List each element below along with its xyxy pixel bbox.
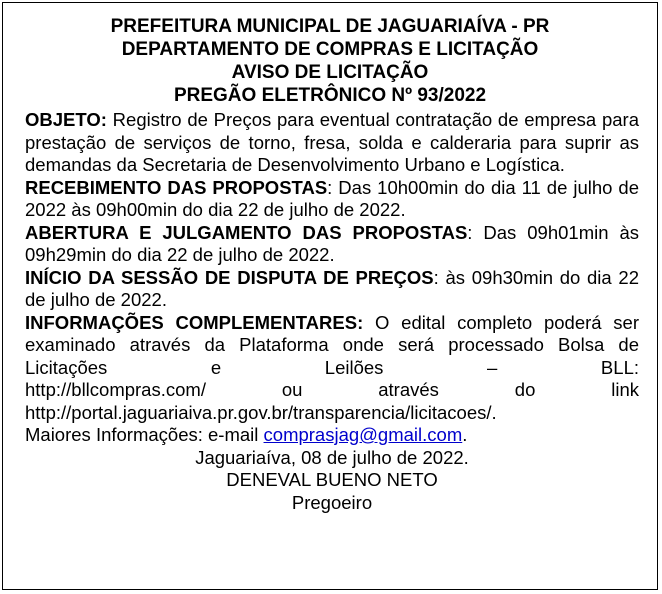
inicio-text: : às 09h30min do dia 22 de julho de 2022.: [25, 266, 639, 310]
abertura-paragraph: [25, 222, 639, 267]
recebimento-label: RECEBIMENTO DAS PROPOSTAS: [25, 176, 328, 198]
word-atraves: através: [378, 379, 439, 400]
objeto-paragraph: [25, 109, 639, 177]
abertura-text: : Das 09h01min às 09h29min do dia 22 de julho de 2022.: [25, 221, 639, 265]
notice-body: [25, 109, 639, 514]
informacoes-label: INFORMAÇÕES COMPLEMENTARES:: [25, 311, 364, 333]
header-pregao: PREGÃO ELETRÔNICO Nº 93/2022: [173, 85, 487, 106]
recebimento-text: : Das 10h00min do dia 11 de julho de 2022 às 09h00min do dia 22 de julho de 2022.: [25, 176, 639, 220]
licitacao-notice: [2, 2, 658, 590]
place-date: Jaguariaíva, 08 de julho de 2022.: [195, 446, 469, 468]
email-link[interactable]: comprasjag@gmail.com: [263, 424, 463, 445]
signatory-name: DENEVAL BUENO NETO: [226, 469, 438, 490]
contato-paragraph: [25, 424, 639, 447]
contato-suffix: .: [462, 424, 468, 445]
signatory-role: Pregoeiro: [291, 491, 373, 513]
header-aviso: AVISO DE LICITAÇÃO: [231, 62, 429, 83]
word-link: link: [611, 379, 639, 400]
inicio-paragraph: [25, 267, 639, 312]
objeto-text: Registro de Preços para eventual contratação de empresa para prestação de serviços de torno, fresa, solda e calderaria para suprir as demandas da Secretaria de Desenvolvimento Urbano e Logística.: [25, 109, 640, 175]
informacoes-paragraph: [25, 312, 639, 380]
header-departamento: DEPARTAMENTO DE COMPRAS E LICITAÇÃO: [121, 39, 539, 60]
objeto-label: OBJETO:: [25, 109, 107, 130]
contato-prefix: Maiores Informações: e-mail: [25, 424, 264, 445]
abertura-label: ABERTURA E JULGAMENTO DAS PROPOSTAS: [25, 221, 468, 243]
header-prefeitura: PREFEITURA MUNICIPAL DE JAGUARIAÍVA - PR: [110, 16, 550, 37]
informacoes-text: O edital completo poderá ser examinado através da Plataforma onde será processado Bolsa de Licitações e Leilões – BLL:: [25, 311, 640, 378]
inicio-label: INÍCIO DA SESSÃO DE DISPUTA DE PREÇOS: [25, 266, 434, 288]
portal-url: http://portal.jaguariaiva.pr.gov.br/transparencia/licitacoes/.: [25, 401, 497, 423]
bll-url: http://bllcompras.com/: [25, 379, 206, 400]
word-do: do: [514, 379, 536, 400]
word-ou: ou: [281, 379, 303, 400]
informacoes-links-row: [25, 379, 639, 402]
recebimento-paragraph: [25, 177, 639, 222]
